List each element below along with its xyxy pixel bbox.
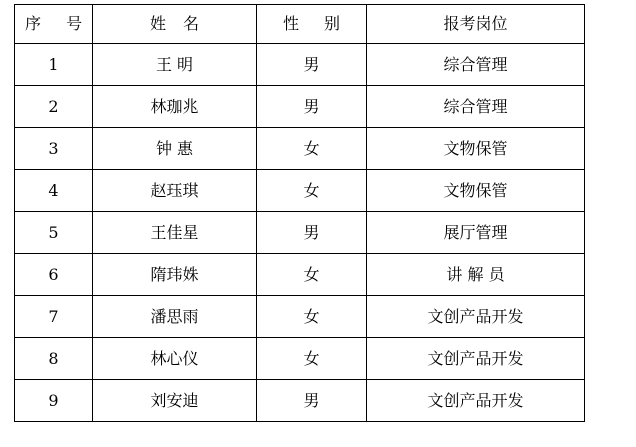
cell-sex: 男: [257, 380, 367, 422]
cell-index: 2: [15, 86, 93, 128]
cell-name: 隋玮姝: [93, 254, 257, 296]
cell-sex: 女: [257, 254, 367, 296]
cell-post: 展厅管理: [367, 212, 585, 254]
cell-sex: 女: [257, 296, 367, 338]
candidate-roster-table: [14, 4, 585, 422]
column-header-post: [367, 5, 585, 44]
cell-name: 潘思雨: [93, 296, 257, 338]
cell-index: 5: [15, 212, 93, 254]
column-header-index: [15, 5, 93, 44]
cell-index: 3: [15, 128, 93, 170]
cell-index: 9: [15, 380, 93, 422]
cell-sex: 女: [257, 338, 367, 380]
cell-post: 讲 解 员: [367, 254, 585, 296]
cell-sex: 女: [257, 128, 367, 170]
column-header-index-label: 序 号: [25, 14, 93, 34]
table-row: [15, 170, 585, 212]
table-row: [15, 86, 585, 128]
cell-post: 文物保管: [367, 170, 585, 212]
table-row: [15, 338, 585, 380]
cell-index: 8: [15, 338, 93, 380]
table-row: [15, 212, 585, 254]
cell-index: 7: [15, 296, 93, 338]
table-row: [15, 254, 585, 296]
cell-name: 王佳星: [93, 212, 257, 254]
column-header-name-label: 姓 名: [149, 14, 206, 34]
cell-post: 文创产品开发: [367, 338, 585, 380]
cell-post: 综合管理: [367, 44, 585, 86]
table-row: [15, 380, 585, 422]
cell-post: 文创产品开发: [367, 296, 585, 338]
cell-post: 文创产品开发: [367, 380, 585, 422]
table-row: [15, 296, 585, 338]
cell-sex: 女: [257, 170, 367, 212]
cell-post: 文物保管: [367, 128, 585, 170]
column-header-post-label: 报考岗位: [443, 14, 508, 34]
table-header-row: [15, 5, 585, 44]
cell-name: 林珈兆: [93, 86, 257, 128]
cell-name: 林心仪: [93, 338, 257, 380]
cell-name: 刘安迪: [93, 380, 257, 422]
cell-sex: 男: [257, 86, 367, 128]
cell-sex: 男: [257, 44, 367, 86]
cell-name: 赵珏琪: [93, 170, 257, 212]
cell-post: 综合管理: [367, 86, 585, 128]
column-header-sex-label: 性 别: [282, 14, 351, 34]
cell-index: 6: [15, 254, 93, 296]
cell-sex: 男: [257, 212, 367, 254]
cell-name: 王 明: [93, 44, 257, 86]
document-page: [0, 4, 636, 447]
cell-index: 1: [15, 44, 93, 86]
cell-name: 钟 惠: [93, 128, 257, 170]
table-row: [15, 128, 585, 170]
column-header-name: [93, 5, 257, 44]
cell-index: 4: [15, 170, 93, 212]
table-row: [15, 44, 585, 86]
column-header-sex: [257, 5, 367, 44]
